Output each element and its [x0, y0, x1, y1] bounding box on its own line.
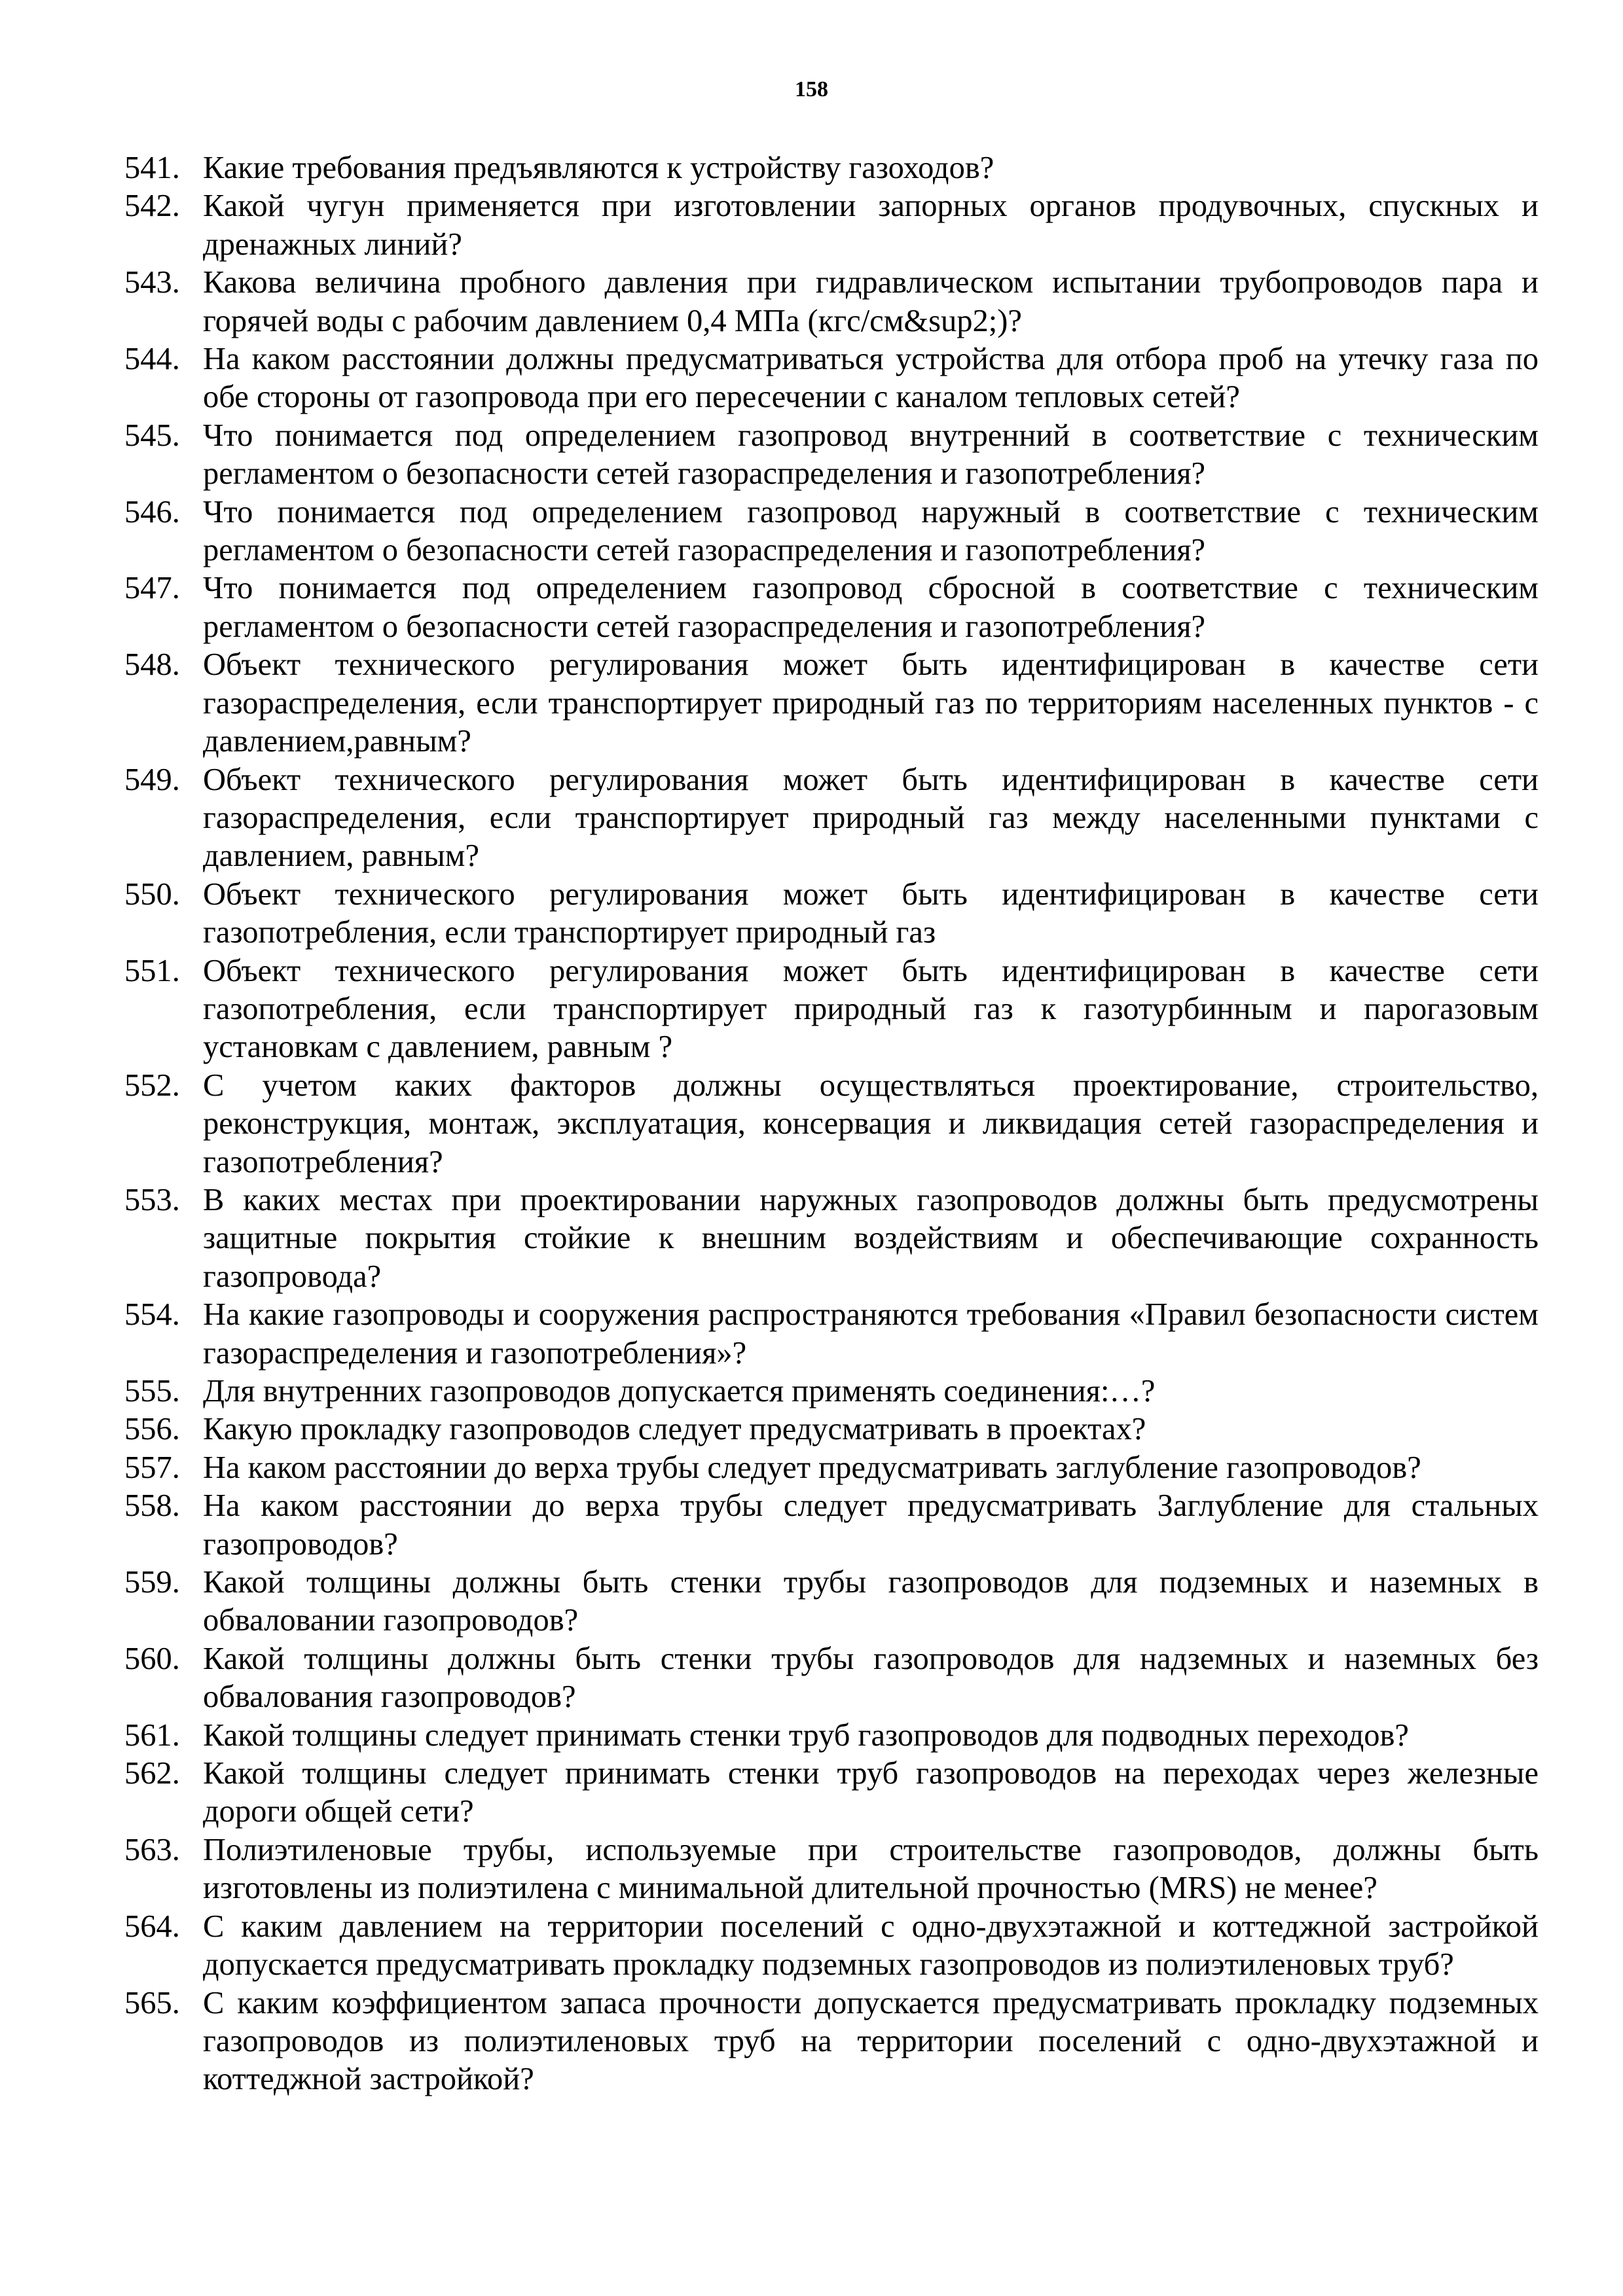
question-text: На каком расстоянии до верха трубы следует предусматривать заглубление газопроводов? [203, 1450, 1421, 1485]
question-item [124, 761, 1539, 876]
question-item [124, 1564, 1539, 1640]
question-text: Какой чугун применяется при изготовлении запорных органов продувочных, спускных и дренажных линий? [203, 188, 1539, 262]
question-number: 545. [124, 418, 180, 453]
question-item [124, 1908, 1539, 1984]
question-text: С каким давлением на территории поселений с одно-двухэтажной и коттеджной застройкой допускается предусматривать прокладку подземных газопроводов из полиэтиленовых труб? [203, 1909, 1539, 1982]
page-number: 158 [795, 77, 828, 101]
question-item [124, 1831, 1539, 1908]
question-item [124, 1410, 1539, 1448]
question-item [124, 1487, 1539, 1564]
question-item [124, 149, 1539, 187]
question-number: 554. [124, 1297, 180, 1333]
question-item [124, 1067, 1539, 1181]
question-item [124, 493, 1539, 570]
question-text: Для внутренних газопроводов допускается применять соединения:…? [203, 1374, 1156, 1408]
question-text: Что понимается под определением газопровод сбросной в соответствие с техническим регламентом о безопасности сетей газораспределения и газопотребления? [203, 571, 1539, 644]
question-item [124, 1717, 1539, 1755]
question-number: 555. [124, 1374, 180, 1408]
question-text: Объект технического регулирования может быть идентифицирован в качестве сети газопотребления, если транспортирует природный газ к газотурбинным и парогазовым установкам с давлением, равным ? [203, 953, 1539, 1065]
question-number: 558. [124, 1488, 180, 1524]
question-text: Какой толщины следует принимать стенки труб газопроводов на переходах через железные дороги общей сети? [203, 1756, 1539, 1829]
question-text: Объект технического регулирования может быть идентифицирован в качестве сети газораспределения, если транспортирует природный газ между населенными пунктами с давлением, равным? [203, 762, 1539, 874]
question-text: На каком расстоянии до верха трубы следует предусматривать Заглубление для стальных газопроводов? [203, 1488, 1539, 1562]
question-number: 542. [124, 188, 180, 224]
question-number: 543. [124, 265, 180, 300]
question-text: Какую прокладку газопроводов следует предусматривать в проектах? [203, 1412, 1146, 1447]
question-text: Что понимается под определением газопровод внутренний в соответствие с техническим регламентом о безопасности сетей газораспределения и газопотребления? [203, 418, 1539, 492]
question-text: На какие газопроводы и сооружения распространяются требования «Правил безопасности систем газораспределения и газопотребления»? [203, 1297, 1539, 1371]
question-number: 546. [124, 494, 180, 529]
question-text: Какие требования предъявляются к устройству газоходов? [203, 151, 994, 185]
question-number: 556. [124, 1412, 180, 1447]
question-item [124, 1449, 1539, 1487]
question-number: 559. [124, 1565, 180, 1600]
question-text: На каком расстоянии должны предусматриваться устройства для отбора проб на утечку газа по обе стороны от газопровода при его пересечении с каналом тепловых сетей? [203, 342, 1539, 415]
question-item [124, 1755, 1539, 1831]
question-text: В каких местах при проектировании наружных газопроводов должны быть предусмотрены защитные покрытия стойкие к внешним воздействиям и обеспечивающие сохранность газопровода? [203, 1182, 1539, 1294]
question-number: 541. [124, 151, 180, 185]
question-item [124, 340, 1539, 417]
question-text: Объект технического регулирования может быть идентифицирован в качестве сети газораспределения, если транспортирует природный газ по территориям населенных пунктов - с давлением,равным? [203, 647, 1539, 759]
question-item [124, 569, 1539, 646]
question-number: 552. [124, 1067, 180, 1103]
question-item [124, 417, 1539, 493]
question-number: 561. [124, 1717, 180, 1753]
question-number: 563. [124, 1832, 180, 1867]
question-number: 564. [124, 1909, 180, 1944]
question-item [124, 876, 1539, 952]
question-item [124, 187, 1539, 264]
question-item [124, 1181, 1539, 1296]
question-number: 565. [124, 1985, 180, 2020]
question-number: 560. [124, 1641, 180, 1676]
question-list [124, 149, 1539, 2099]
question-text: Какой толщины должны быть стенки трубы газопроводов для надземных и наземных без обвалования газопроводов? [203, 1641, 1539, 1715]
question-number: 544. [124, 342, 180, 377]
question-item [124, 952, 1539, 1067]
question-text: Объект технического регулирования может быть идентифицирован в качестве сети газопотребления, если транспортирует природный газ [203, 876, 1539, 950]
question-number: 557. [124, 1450, 180, 1485]
question-item [124, 1372, 1539, 1410]
question-item [124, 1640, 1539, 1717]
question-item [124, 1296, 1539, 1372]
question-text: Какова величина пробного давления при гидравлическом испытании трубопроводов пара и горячей воды с рабочим давлением 0,4 МПа (кгс/см&sup2;)? [203, 265, 1539, 338]
question-number: 547. [124, 571, 180, 606]
question-text: Какой толщины должны быть стенки трубы газопроводов для подземных и наземных в обваловании газопроводов? [203, 1565, 1539, 1638]
question-item [124, 1984, 1539, 2099]
question-text: Полиэтиленовые трубы, используемые при строительстве газопроводов, должны быть изготовлены из полиэтилена с минимальной длительной прочностью (MRS) не менее? [203, 1832, 1539, 1906]
question-text: С каким коэффициентом запаса прочности допускается предусматривать прокладку подземных газопроводов из полиэтиленовых труб на территории поселений с одно-двухэтажной и коттеджной застройкой? [203, 1985, 1539, 2097]
question-number: 550. [124, 876, 180, 912]
question-item [124, 264, 1539, 340]
question-number: 549. [124, 762, 180, 797]
question-number: 551. [124, 953, 180, 988]
question-number: 562. [124, 1756, 180, 1791]
question-text: Какой толщины следует принимать стенки труб газопроводов для подводных переходов? [203, 1717, 1409, 1753]
question-item [124, 646, 1539, 761]
question-text: Что понимается под определением газопровод наружный в соответствие с техническим регламентом о безопасности сетей газораспределения и газопотребления? [203, 494, 1539, 568]
question-number: 548. [124, 647, 180, 683]
question-number: 553. [124, 1182, 180, 1217]
question-text: С учетом каких факторов должны осуществляться проектирование, строительство, реконструкция, монтаж, эксплуатация, консервация и ликвидация сетей газораспределения и газопотребления? [203, 1067, 1539, 1179]
